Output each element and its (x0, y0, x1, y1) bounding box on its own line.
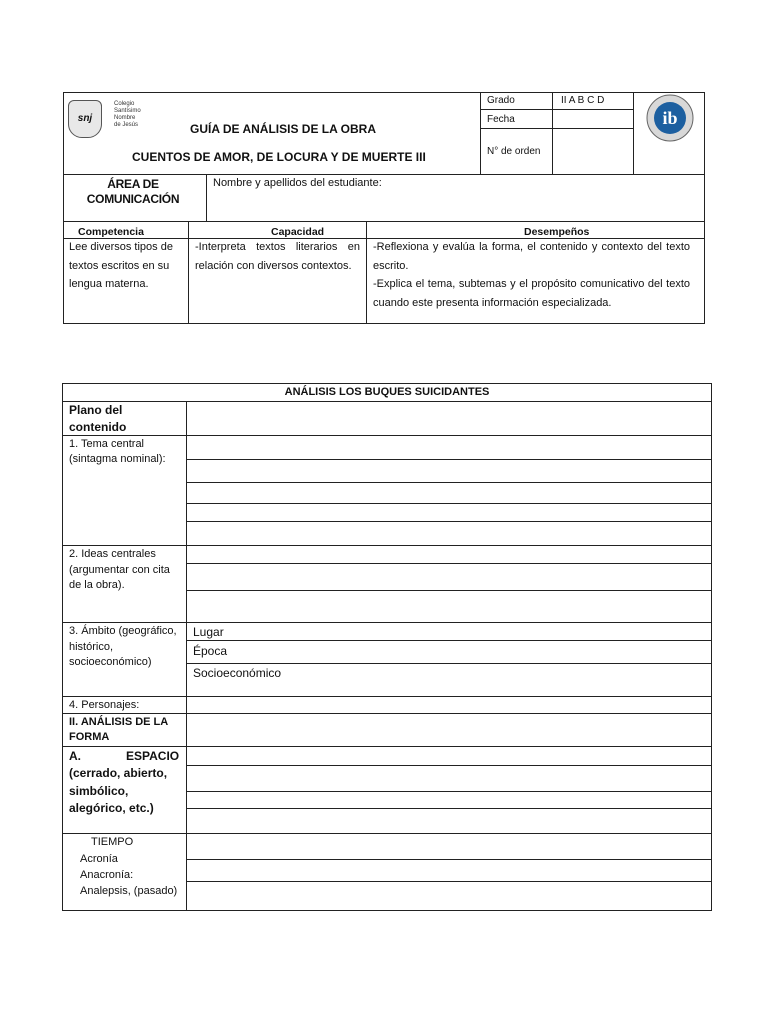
capacidad-text: -Interpreta textos literarios en relación con diversos contextos. (195, 241, 360, 272)
ambito-label: 3. Ámbito (geográfico, histórico, socioeconómico) (69, 625, 177, 668)
espacio-word: ESPACIO (126, 749, 180, 763)
grado-value: II A B C D (561, 95, 605, 106)
school-logo (68, 100, 102, 138)
espacio-desc: (cerrado, abierto, simbólico, alegórico, etc.) (69, 766, 168, 815)
espacio-letter: A. (69, 749, 81, 763)
lugar-label: Lugar (193, 625, 224, 639)
col-desempenos: Desempeños (524, 226, 590, 238)
doc-title: GUÍA DE ANÁLISIS DE LA OBRA (190, 122, 377, 136)
acronia-label: Acronía (80, 853, 118, 865)
personajes-label: 4. Personajes: (69, 699, 140, 711)
student-name-label: Nombre y apellidos del estudiante: (213, 177, 382, 189)
analepsis-label: Analepsis, (pasado) (80, 885, 178, 897)
plano-label: Plano del contenido (69, 403, 127, 434)
ib-logo (641, 93, 699, 143)
school-line-3: Nombre (114, 115, 136, 121)
desempeno-1: -Reflexiona y evalúa la forma, el contenido y contexto del texto escrito. (373, 241, 690, 272)
school-name-small (114, 101, 141, 129)
school-line-1: Colegio (114, 101, 135, 107)
school-line-2: Santísimo (114, 108, 141, 114)
tiempo-label: TIEMPO (91, 836, 134, 848)
ib-logo-text: ib (662, 108, 678, 128)
desempeno-2: -Explica el tema, subtemas y el propósito comunicativo del texto cuando este presenta información especializada. (373, 278, 690, 309)
forma-label: II. ANÁLISIS DE LA FORMA (69, 716, 168, 743)
fecha-label: Fecha (487, 114, 515, 125)
ideas-label: 2. Ideas centrales (argumentar con cita de la obra). (69, 548, 170, 591)
epoca-label: Época (193, 644, 228, 658)
socioeconomico-label: Socioeconómico (193, 666, 282, 680)
school-line-4: de Jesús (114, 122, 139, 128)
competencia-text: Lee diversos tipos de textos escritos en su lengua materna. (69, 241, 173, 290)
tema-label: 1. Tema central (sintagma nominal): (69, 438, 166, 465)
area-label: ÁREA DE COMUNICACIÓN (86, 177, 180, 206)
grado-label: Grado (487, 95, 515, 106)
anacronia-label: Anacronía: (80, 869, 134, 881)
doc-subtitle: CUENTOS DE AMOR, DE LOCURA Y DE MUERTE III (132, 150, 426, 164)
school-logo-text: snj (77, 113, 93, 124)
orden-label: N° de orden (487, 146, 541, 157)
col-competencia: Competencia (78, 226, 144, 238)
col-capacidad: Capacidad (271, 226, 325, 238)
analysis-title: ANÁLISIS LOS BUQUES SUICIDANTES (284, 386, 490, 398)
